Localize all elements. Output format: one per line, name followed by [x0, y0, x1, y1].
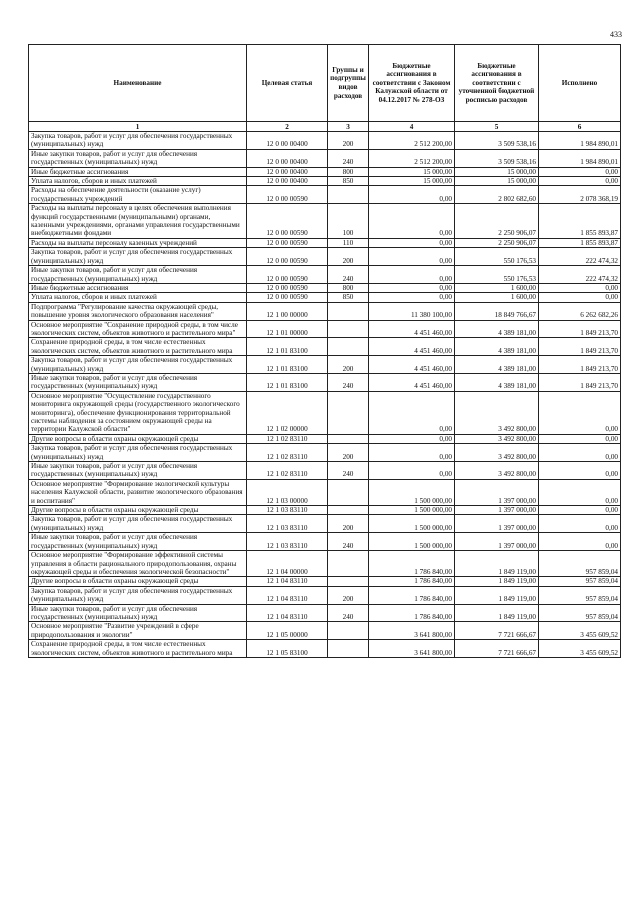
row-target-code: 12 0 00 00590: [247, 238, 328, 247]
row-refined-amount: 3 492 800,00: [455, 462, 539, 480]
row-target-code: 12 1 01 83100: [247, 338, 328, 356]
row-expense-group: [328, 577, 369, 586]
row-law-amount: 4 451 460,00: [369, 338, 455, 356]
row-target-code: 12 1 00 00000: [247, 302, 328, 320]
row-executed-amount: 0,00: [539, 506, 621, 515]
row-refined-amount: 1 849 119,00: [455, 586, 539, 604]
row-name: Иные закупки товаров, работ и услуг для обеспечения государственных (муниципальных) нужд: [29, 373, 247, 391]
row-executed-amount: 1 849 213,70: [539, 373, 621, 391]
row-expense-group: 850: [328, 177, 369, 186]
row-executed-amount: 2 078 368,19: [539, 186, 621, 204]
header-group: Группы и подгруппы видов расходов: [328, 45, 369, 122]
row-expense-group: [328, 506, 369, 515]
row-expense-group: 240: [328, 266, 369, 284]
row-law-amount: 2 512 200,00: [369, 132, 455, 150]
row-expense-group: 200: [328, 356, 369, 374]
row-target-code: 12 0 00 00590: [247, 293, 328, 302]
row-name: Подпрограмма "Регулирование качества окружающей среды, повышение уровня экологического образования населения": [29, 302, 247, 320]
table-row: [29, 356, 621, 374]
row-executed-amount: 1 849 213,70: [539, 320, 621, 338]
row-refined-amount: 18 849 766,67: [455, 302, 539, 320]
row-target-code: 12 1 03 83110: [247, 515, 328, 533]
row-refined-amount: 1 397 000,00: [455, 506, 539, 515]
row-refined-amount: 4 389 181,00: [455, 373, 539, 391]
row-target-code: 12 1 02 83110: [247, 444, 328, 462]
row-executed-amount: 6 262 682,26: [539, 302, 621, 320]
row-expense-group: [328, 434, 369, 443]
row-refined-amount: 4 389 181,00: [455, 338, 539, 356]
row-refined-amount: 1 849 119,00: [455, 551, 539, 577]
table-row: [29, 586, 621, 604]
row-target-code: 12 1 01 83100: [247, 356, 328, 374]
row-law-amount: 1 786 840,00: [369, 604, 455, 622]
row-expense-group: 200: [328, 586, 369, 604]
table-row: [29, 577, 621, 586]
row-name: Иные закупки товаров, работ и услуг для обеспечения государственных (муниципальных) нужд: [29, 533, 247, 551]
row-executed-amount: 1 849 213,70: [539, 356, 621, 374]
row-target-code: 12 1 04 83110: [247, 586, 328, 604]
row-name: Закупка товаров, работ и услуг для обеспечения государственных (муниципальных) нужд: [29, 248, 247, 266]
table-row: [29, 506, 621, 515]
row-law-amount: 1 500 000,00: [369, 506, 455, 515]
row-name: Сохранение природной среды, в том числе естественных экологических систем, объектов животного и растительного мира: [29, 338, 247, 356]
row-target-code: 12 1 05 00000: [247, 622, 328, 640]
row-refined-amount: 550 176,53: [455, 248, 539, 266]
row-target-code: 12 1 03 00000: [247, 479, 328, 505]
row-executed-amount: 0,00: [539, 283, 621, 292]
row-target-code: 12 1 05 83100: [247, 640, 328, 658]
table-row: [29, 293, 621, 302]
row-law-amount: 11 380 100,00: [369, 302, 455, 320]
row-refined-amount: 3 492 800,00: [455, 434, 539, 443]
column-number: 4: [369, 122, 455, 132]
table-row: [29, 132, 621, 150]
row-law-amount: 0,00: [369, 204, 455, 239]
table-row: [29, 373, 621, 391]
row-refined-amount: 1 397 000,00: [455, 479, 539, 505]
row-target-code: 12 1 01 00000: [247, 320, 328, 338]
row-refined-amount: 4 389 181,00: [455, 320, 539, 338]
row-target-code: 12 0 00 00590: [247, 266, 328, 284]
table-row: [29, 167, 621, 176]
table-row: [29, 551, 621, 577]
row-refined-amount: 1 397 000,00: [455, 533, 539, 551]
row-executed-amount: 222 474,32: [539, 248, 621, 266]
row-name: Уплата налогов, сборов и иных платежей: [29, 293, 247, 302]
row-expense-group: [328, 622, 369, 640]
column-number: 5: [455, 122, 539, 132]
column-number: 6: [539, 122, 621, 132]
row-executed-amount: 957 859,04: [539, 551, 621, 577]
row-expense-group: 110: [328, 238, 369, 247]
row-executed-amount: 957 859,04: [539, 586, 621, 604]
row-name: Другие вопросы в области охраны окружающей среды: [29, 434, 247, 443]
header-refined: Бюджетные ассигнования в соответствии с уточненной бюджетной росписью расходов: [455, 45, 539, 122]
table-row: [29, 434, 621, 443]
row-target-code: 12 1 04 00000: [247, 551, 328, 577]
page-number: 433: [610, 30, 622, 39]
row-refined-amount: 15 000,00: [455, 167, 539, 176]
row-law-amount: 15 000,00: [369, 167, 455, 176]
row-target-code: 12 1 03 83110: [247, 533, 328, 551]
row-expense-group: 100: [328, 204, 369, 239]
row-expense-group: 240: [328, 149, 369, 167]
row-executed-amount: 0,00: [539, 479, 621, 505]
table-header-row: [29, 45, 621, 122]
table-row: [29, 338, 621, 356]
row-law-amount: 15 000,00: [369, 177, 455, 186]
column-number: 2: [247, 122, 328, 132]
row-law-amount: 4 451 460,00: [369, 356, 455, 374]
table-row: [29, 533, 621, 551]
row-name: Иные закупки товаров, работ и услуг для обеспечения государственных (муниципальных) нужд: [29, 266, 247, 284]
row-name: Иные бюджетные ассигнования: [29, 167, 247, 176]
row-executed-amount: 0,00: [539, 444, 621, 462]
row-expense-group: 200: [328, 248, 369, 266]
column-number: 1: [29, 122, 247, 132]
row-expense-group: [328, 320, 369, 338]
table-row: [29, 479, 621, 505]
row-expense-group: 240: [328, 462, 369, 480]
row-refined-amount: 3 509 538,16: [455, 132, 539, 150]
row-refined-amount: 1 849 119,00: [455, 604, 539, 622]
row-name: Закупка товаров, работ и услуг для обеспечения государственных (муниципальных) нужд: [29, 444, 247, 462]
row-refined-amount: 1 397 000,00: [455, 515, 539, 533]
row-executed-amount: 1 849 213,70: [539, 338, 621, 356]
row-name: Уплата налогов, сборов и иных платежей: [29, 177, 247, 186]
row-target-code: 12 0 00 00400: [247, 177, 328, 186]
table-row: [29, 238, 621, 247]
row-target-code: 12 1 03 83110: [247, 506, 328, 515]
row-name: Расходы на выплаты персоналу в целях обеспечения выполнения функций государственными (муниципальными) органами, казенными учреждениями, органами управления государственными внебюджетными фондами: [29, 204, 247, 239]
table-row: [29, 266, 621, 284]
row-expense-group: [328, 338, 369, 356]
table-row: [29, 444, 621, 462]
row-name: Закупка товаров, работ и услуг для обеспечения государственных (муниципальных) нужд: [29, 586, 247, 604]
row-refined-amount: 2 802 682,60: [455, 186, 539, 204]
row-executed-amount: 957 859,04: [539, 604, 621, 622]
row-law-amount: 2 512 200,00: [369, 149, 455, 167]
row-refined-amount: 550 176,53: [455, 266, 539, 284]
row-law-amount: 4 451 460,00: [369, 373, 455, 391]
row-expense-group: 850: [328, 293, 369, 302]
row-expense-group: [328, 479, 369, 505]
row-refined-amount: 1 600,00: [455, 283, 539, 292]
row-name: Основное мероприятие "Формирование эффективной системы управления в области рационального природопользования, охраны окружающей среды и обеспечения экологической безопасности": [29, 551, 247, 577]
row-refined-amount: 3 492 800,00: [455, 444, 539, 462]
row-executed-amount: 0,00: [539, 434, 621, 443]
row-target-code: 12 0 00 00400: [247, 167, 328, 176]
row-target-code: 12 1 02 00000: [247, 391, 328, 434]
row-target-code: 12 1 02 83110: [247, 434, 328, 443]
row-law-amount: 0,00: [369, 266, 455, 284]
budget-table: [28, 44, 621, 658]
row-expense-group: [328, 391, 369, 434]
row-law-amount: 1 786 840,00: [369, 577, 455, 586]
table-row: [29, 462, 621, 480]
row-name: Закупка товаров, работ и услуг для обеспечения государственных (муниципальных) нужд: [29, 132, 247, 150]
row-executed-amount: 0,00: [539, 533, 621, 551]
table-row: [29, 391, 621, 434]
row-target-code: 12 0 00 00400: [247, 149, 328, 167]
row-expense-group: [328, 302, 369, 320]
row-executed-amount: 0,00: [539, 167, 621, 176]
row-refined-amount: 1 600,00: [455, 293, 539, 302]
row-expense-group: [328, 640, 369, 658]
header-code: Целевая статья: [247, 45, 328, 122]
row-law-amount: 1 500 000,00: [369, 533, 455, 551]
row-expense-group: 800: [328, 283, 369, 292]
row-law-amount: 0,00: [369, 186, 455, 204]
header-name: Наименование: [29, 45, 247, 122]
table-row: [29, 177, 621, 186]
row-expense-group: 200: [328, 515, 369, 533]
row-target-code: 12 1 04 83110: [247, 604, 328, 622]
row-name: Сохранение природной среды, в том числе естественных экологических систем, объектов животного и растительного мира: [29, 640, 247, 658]
row-executed-amount: 1 855 893,87: [539, 204, 621, 239]
row-name: Иные бюджетные ассигнования: [29, 283, 247, 292]
row-law-amount: 0,00: [369, 462, 455, 480]
row-expense-group: [328, 551, 369, 577]
row-name: Иные закупки товаров, работ и услуг для обеспечения государственных (муниципальных) нужд: [29, 604, 247, 622]
row-target-code: 12 1 01 83100: [247, 373, 328, 391]
row-name: Закупка товаров, работ и услуг для обеспечения государственных (муниципальных) нужд: [29, 356, 247, 374]
row-target-code: 12 0 00 00590: [247, 283, 328, 292]
row-executed-amount: 0,00: [539, 462, 621, 480]
row-name: Расходы на обеспечение деятельности (оказание услуг) государственных учреждений: [29, 186, 247, 204]
row-executed-amount: 222 474,32: [539, 266, 621, 284]
table-row: [29, 186, 621, 204]
row-law-amount: 1 500 000,00: [369, 479, 455, 505]
row-executed-amount: 0,00: [539, 515, 621, 533]
row-executed-amount: 0,00: [539, 293, 621, 302]
row-refined-amount: 3 492 800,00: [455, 391, 539, 434]
row-name: Основное мероприятие "Формирование экологической культуры населения Калужской области, развитие экологического образования и воспитания": [29, 479, 247, 505]
row-target-code: 12 0 00 00400: [247, 132, 328, 150]
row-refined-amount: 1 849 119,00: [455, 577, 539, 586]
header-executed: Исполнено: [539, 45, 621, 122]
table-row: [29, 604, 621, 622]
row-law-amount: 0,00: [369, 248, 455, 266]
table-row: [29, 515, 621, 533]
row-law-amount: 0,00: [369, 434, 455, 443]
column-number-row: [29, 122, 621, 132]
table-row: [29, 149, 621, 167]
table-row: [29, 622, 621, 640]
table-row: [29, 204, 621, 239]
row-target-code: 12 0 00 00590: [247, 204, 328, 239]
row-refined-amount: 15 000,00: [455, 177, 539, 186]
row-refined-amount: 2 250 906,07: [455, 238, 539, 247]
table-row: [29, 320, 621, 338]
row-name: Закупка товаров, работ и услуг для обеспечения государственных (муниципальных) нужд: [29, 515, 247, 533]
row-target-code: 12 1 04 83110: [247, 577, 328, 586]
row-name: Основное мероприятие "Осуществление государственного мониторинга окружающей среды (государственного экологического мониторинга), обеспечение функционирования территориальной системы наблюдения за состоянием окружающей среды на территории Калужской области": [29, 391, 247, 434]
row-expense-group: [328, 186, 369, 204]
row-law-amount: 0,00: [369, 238, 455, 247]
header-law: Бюджетные ассигнования в соответствии с Законом Калужской области от 04.12.2017 № 278-ОЗ: [369, 45, 455, 122]
row-name: Иные закупки товаров, работ и услуг для обеспечения государственных (муниципальных) нужд: [29, 462, 247, 480]
row-expense-group: 200: [328, 132, 369, 150]
row-law-amount: 1 786 840,00: [369, 586, 455, 604]
row-executed-amount: 3 455 609,52: [539, 622, 621, 640]
table-body: [29, 132, 621, 658]
row-executed-amount: 3 455 609,52: [539, 640, 621, 658]
row-expense-group: 800: [328, 167, 369, 176]
row-law-amount: 1 786 840,00: [369, 551, 455, 577]
row-name: Другие вопросы в области охраны окружающей среды: [29, 577, 247, 586]
row-executed-amount: 957 859,04: [539, 577, 621, 586]
row-refined-amount: 2 250 906,07: [455, 204, 539, 239]
row-name: Другие вопросы в области охраны окружающей среды: [29, 506, 247, 515]
row-expense-group: 240: [328, 373, 369, 391]
table-row: [29, 302, 621, 320]
row-target-code: 12 0 00 00590: [247, 186, 328, 204]
column-number: 3: [328, 122, 369, 132]
row-executed-amount: 1 855 893,87: [539, 238, 621, 247]
row-executed-amount: 0,00: [539, 391, 621, 434]
row-law-amount: 0,00: [369, 293, 455, 302]
row-expense-group: 240: [328, 533, 369, 551]
row-expense-group: 200: [328, 444, 369, 462]
row-law-amount: 0,00: [369, 444, 455, 462]
row-refined-amount: 4 389 181,00: [455, 356, 539, 374]
row-refined-amount: 7 721 666,67: [455, 640, 539, 658]
row-name: Основное мероприятие "Развитие учреждений в сфере природопользования и экологии": [29, 622, 247, 640]
row-refined-amount: 7 721 666,67: [455, 622, 539, 640]
row-expense-group: 240: [328, 604, 369, 622]
row-law-amount: 4 451 460,00: [369, 320, 455, 338]
row-law-amount: 0,00: [369, 391, 455, 434]
table-row: [29, 640, 621, 658]
row-law-amount: 3 641 800,00: [369, 622, 455, 640]
row-law-amount: 0,00: [369, 283, 455, 292]
row-executed-amount: 0,00: [539, 177, 621, 186]
row-executed-amount: 1 984 890,01: [539, 149, 621, 167]
row-executed-amount: 1 984 890,01: [539, 132, 621, 150]
table-row: [29, 248, 621, 266]
row-refined-amount: 3 509 538,16: [455, 149, 539, 167]
row-target-code: 12 1 02 83110: [247, 462, 328, 480]
row-law-amount: 3 641 800,00: [369, 640, 455, 658]
row-target-code: 12 0 00 00590: [247, 248, 328, 266]
row-name: Основное мероприятие "Сохранение природной среды, в том числе экологических систем, объектов животного и растительного мира": [29, 320, 247, 338]
row-name: Иные закупки товаров, работ и услуг для обеспечения государственных (муниципальных) нужд: [29, 149, 247, 167]
table-row: [29, 283, 621, 292]
row-law-amount: 1 500 000,00: [369, 515, 455, 533]
row-name: Расходы на выплаты персоналу казенных учреждений: [29, 238, 247, 247]
